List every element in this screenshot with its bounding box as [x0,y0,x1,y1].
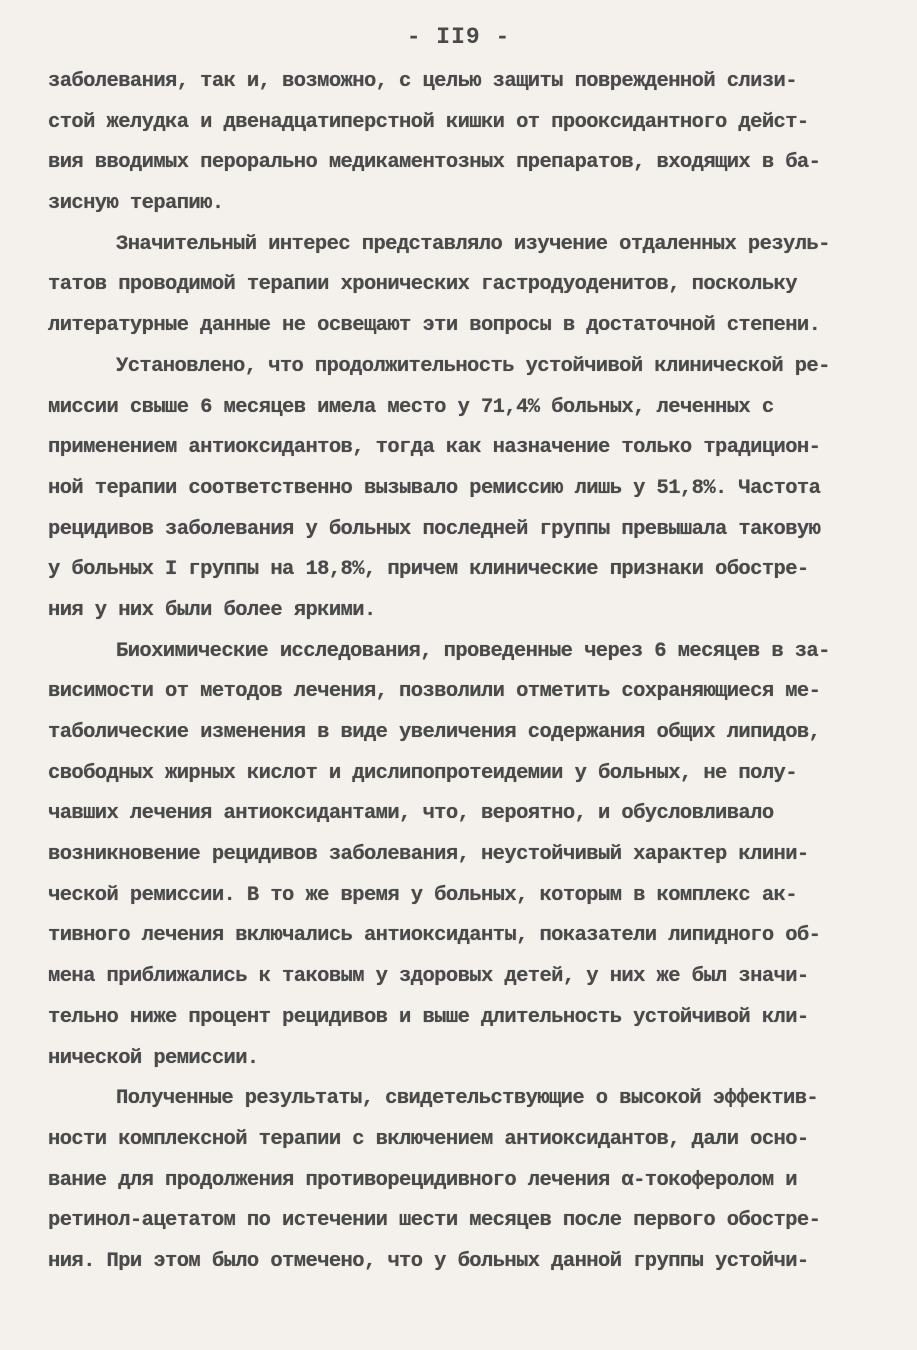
text-line: тивного лечения включались антиоксиданты, показатели липидного об- [48,924,821,948]
paragraph-2 [48,225,869,347]
text-line: применением антиоксидантов, тогда как назначение только традицион- [48,436,821,460]
text-line: заболевания, так и, возможно, с целью защиты поврежденной слизи- [48,70,797,93]
text-line: нической ремиссии. [48,1046,259,1070]
text-line: стой желудка и двенадцатиперстной кишки от прооксидантного дейст- [48,110,809,134]
text-line: татов проводимой терапии хронических гастродуоденитов, поскольку [48,273,797,297]
text-line: Значительный интерес представляло изучение отдаленных резуль- [116,232,830,256]
text-line: ности комплексной терапии с включением антиоксидантов, дали осно- [48,1127,809,1151]
text-line: вия вводимых перорально медикаментозных препаратов, входящих в ба- [48,151,821,175]
text-line: Установлено, что продолжительность устойчивой клинической ре- [116,354,830,378]
text-line: мена приближались к таковым у здоровых детей, у них же был значи- [48,965,809,989]
text-line: таболические изменения в виде увеличения содержания общих липидов, [48,721,821,744]
text-line: Полученные результаты, свидетельствующие о высокой эффектив- [116,1087,819,1111]
text-line: зисную терапию. [48,192,224,216]
text-line: ческой ремиссии. В то же время у больных, которым в комплекс ак- [48,883,797,907]
text-line: ния. При этом было отмечено, что у больных данной группы устойчи- [48,1249,809,1273]
text-line: ретинол-ацетатом по истечении шести месяцев после первого обостре- [48,1209,821,1233]
paragraph-1 [48,62,869,225]
paragraph-5 [48,1079,869,1282]
text-line: ния у них были более яркими. [48,598,376,622]
text-line: литературные данные не освещают эти вопросы в достаточной степени. [48,314,821,338]
text-line: у больных I группы на 18,8%, причем клинические признаки обостре- [48,558,809,582]
text-line: рецидивов заболевания у больных последней группы превышала таковую [48,517,821,541]
text-line: возникновение рецидивов заболевания, неустойчивый характер клини- [48,843,809,867]
text-line: тельно ниже процент рецидивов и выше длительность устойчивой кли- [48,1005,809,1029]
page-number: - II9 - [406,24,511,50]
text-line: чавших лечения антиоксидантами, что, вероятно, и обусловливало [48,802,774,826]
text-line: висимости от методов лечения, позволили отметить сохраняющиеся ме- [48,680,821,704]
paragraph-4 [48,632,869,1080]
text-line: вание для продолжения противорецидивного лечения α-токоферолом и [48,1168,797,1192]
text-line: Биохимические исследования, проведенные через 6 месяцев в за- [116,639,830,663]
text-line: ной терапии соответственно вызывало ремиссию лишь у 51,8%. Частота [48,476,821,500]
paragraph-3 [48,347,869,632]
text-line: свободных жирных кислот и дислипопротеидемии у больных, не полу- [48,761,797,785]
text-line: миссии свыше 6 месяцев имела место у 71,4% больных, леченных с [48,395,774,419]
